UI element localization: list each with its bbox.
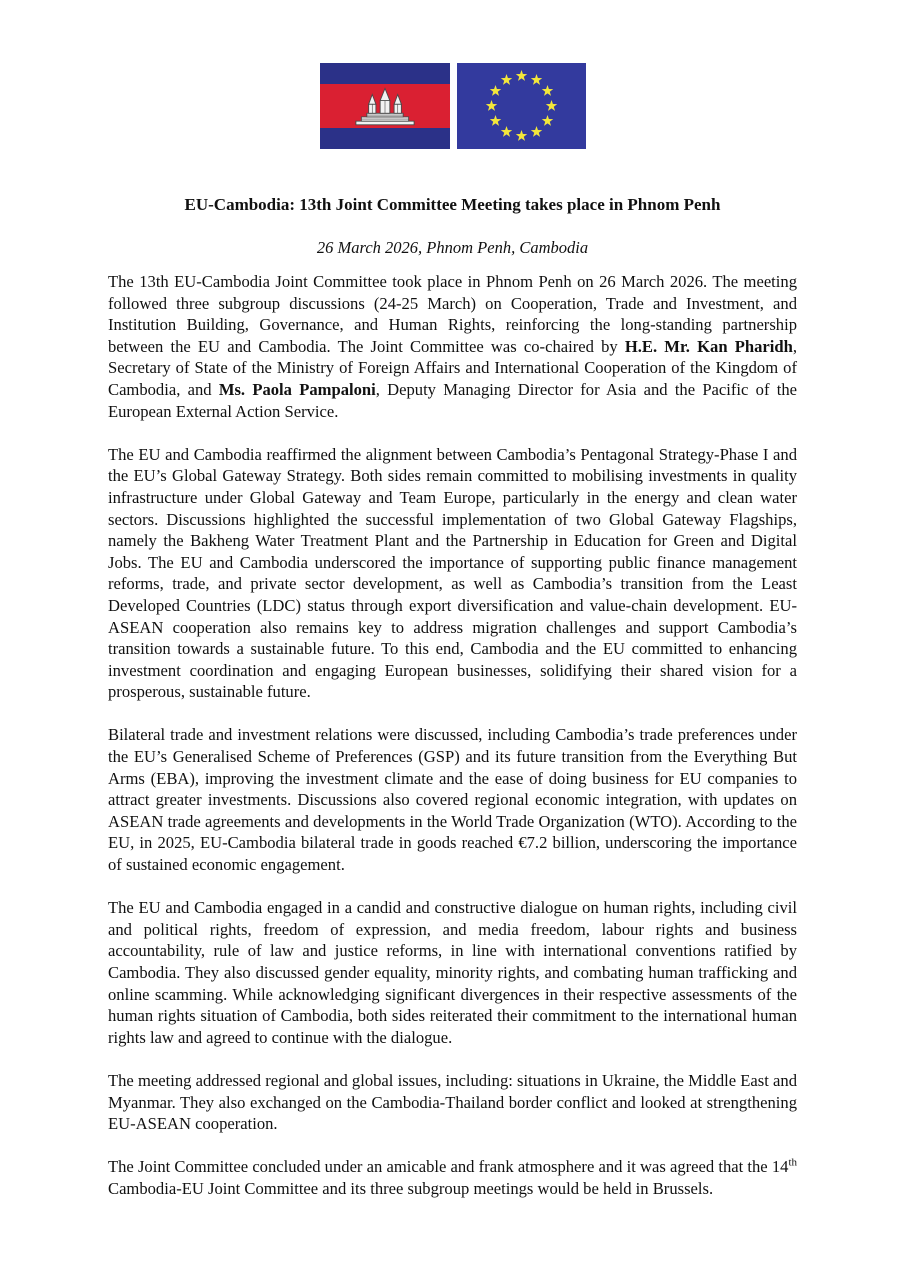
text-segment: , Deputy Managing Director for Asia and the Pacific of the European External Action Service.	[108, 379, 797, 421]
text-segment: The Joint Committee concluded under an amicable and frank atmosphere and it was agreed that the 14	[108, 1157, 789, 1177]
flag-divider	[450, 63, 457, 149]
angkor-wat-icon	[348, 86, 422, 126]
body-paragraph	[108, 1070, 797, 1135]
flags-banner	[320, 63, 586, 149]
eu-flag	[457, 63, 586, 149]
body-paragraph	[108, 271, 797, 422]
body-paragraph	[108, 724, 797, 875]
text-segment: The EU and Cambodia engaged in a candid and constructive dialogue on human rights, including civil and political rights, freedom of expression, and media freedom, labour rights and business accountability, rule of law and justice reforms, in line with international conventions ratified by Cambodia. They also discussed gender equality, minority rights, and combating human trafficking and online scamming. While acknowledging significant divergences in their respective assessments of the human rights situation of Cambodia, both sides reiterated their commitment to the international human rights law and agreed to continue with the dialogue.	[108, 898, 797, 1047]
text-segment: , Secretary of State of the Ministry of Foreign Affairs and International Cooperation of the Kingdom of Cambodia, and	[108, 336, 797, 399]
text-segment: Cambodia-EU Joint Committee and its three subgroup meetings would be held in Brussels.	[108, 1178, 714, 1198]
ordinal-superscript: th	[788, 1156, 797, 1169]
text-segment: The 13th EU-Cambodia Joint Committee took place in Phnom Penh on 26 March 2026. The meeting followed three subgroup discussions (24-25 March) on Cooperation, Trade and Investment, and Institution Building, Governance, and Human Rights, reinforcing the long-standing partnership between the EU and Cambodia. The Joint Committee was co-chaired by	[108, 272, 797, 356]
document-title: EU-Cambodia: 13th Joint Committee Meeting takes place in Phnom Penh	[184, 195, 721, 214]
person-name-bold: H.E. Mr. Kan Pharidh	[624, 336, 793, 356]
cambodia-flag	[320, 63, 450, 149]
document-body	[108, 271, 797, 1221]
body-paragraph	[108, 444, 797, 703]
text-segment: The EU and Cambodia reaffirmed the alignment between Cambodia’s Pentagonal Strategy-Phase I and the EU’s Global Gateway Strategy. Both sides remain committed to mobilising investments in quality infrastructure under Global Gateway and Team Europe, particularly in the energy and clean water sectors. Discussions highlighted the successful implementation of two Global Gateway Flagships, namely the Bakheng Water Treatment Plant and the Partnership in Education for Green and Digital Jobs. The EU and Cambodia underscored the importance of supporting public finance management reforms, trade, and private sector development, as well as Cambodia’s transition from the Least Developed Countries (LDC) status through export diversification and value-chain development. EU-ASEAN cooperation also remains key to address migration challenges and support Cambodia’s transition towards a sustainable future. To this end, Cambodia and the EU committed to enhancing investment coordination and engaging European businesses, solidifying their shared vision for a prosperous, sustainable future.	[108, 444, 797, 702]
cambodia-flag-red-stripe	[320, 84, 450, 129]
dateline: 26 March 2026, Phnom Penh, Cambodia	[316, 238, 589, 257]
person-name-bold: Ms. Paola Pampaloni	[218, 379, 376, 399]
body-paragraph	[108, 1156, 797, 1199]
body-paragraph	[108, 897, 797, 1048]
text-segment: The meeting addressed regional and global issues, including: situations in Ukraine, the Middle East and Myanmar. They also exchanged on the Cambodia-Thailand border conflict and looked at strengthening EU-ASEAN cooperation.	[108, 1070, 797, 1134]
text-segment: Bilateral trade and investment relations were discussed, including Cambodia’s trade preferences under the EU’s Generalised Scheme of Preferences (GSP) and its future transition from the Everything But Arms (EBA), improving the investment climate and the ease of doing business for EU companies to attract greater investments. Discussions also covered regional economic integration, with updates on ASEAN trade agreements and developments in the World Trade Organization (WTO). According to the EU, in 2025, EU-Cambodia bilateral trade in goods reached €7.2 billion, underscoring the importance of sustained economic engagement.	[108, 725, 797, 875]
